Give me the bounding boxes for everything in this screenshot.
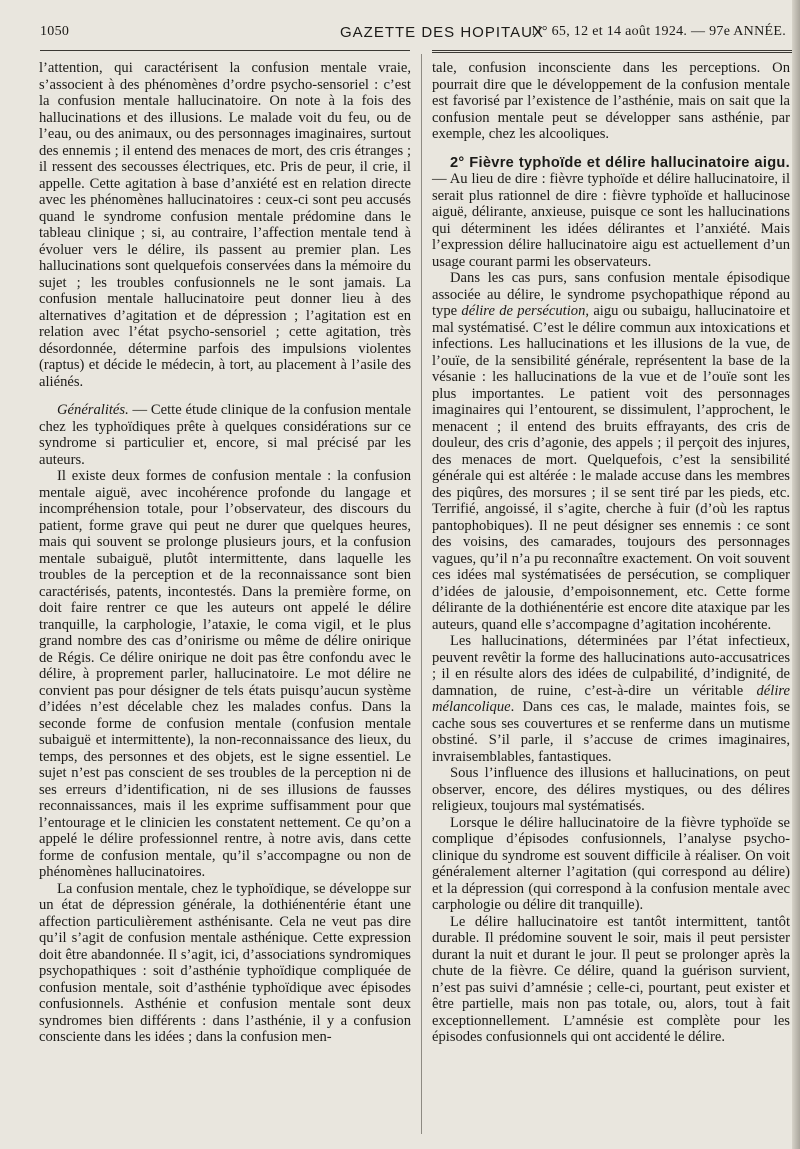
paragraph: La confusion mentale, chez le typhoïdique, se développe sur un état de dépression générale, la dothiénentérie étant une affection particulièrement asthénisante. Cela ne veut pas dire qu’il s’agit de confusion mentale asthénique. Cette expression doit être abandonnée. Il s’agit, ici, d’associations syndromiques psychopathiques : soit d’asthénie typhoïdique compliquée de confusion mentale, soit d’asthénie typhoïdique avec épisodes confusionnels. Asthénie et confusion mentale sont deux syndromes bien différents : dans l’asthénie, il y a confusion consciente dans les idées ; dans la confusion men- bbox=[39, 880, 411, 1045]
paragraph: l’attention, qui caractérisent la confusion mentale vraie, s’associent à des phénomènes d’ordre psycho-sensoriel : c’est la confusion mentale hallucinatoire. On note à la fois des hallucinations et des illusions. Le malade voit du feu, ou de l’eau, ou des animaux, ou des personnages imaginaires, surtout des ennemis ; il entend des menaces de mort, des cris étranges ; il ressent des secousses électriques, etc. Pris de peur, il crie, il appelle. Cette agitation à base d’anxiété est en relation directe avec les phénomènes hallucinatoires : ceux-ci sont peu accusés quand le syndrome confusion mentale prédomine dans le tableau clinique ; si, au contraire, l’affection mentale tend à évoluer vers le délire, ils passent au premier plan. Les hallucinations sont quelquefois conservées dans la mémoire du sujet ; les troubles confusionnels ne le sont jamais. La confusion mentale hallucinatoire peut donner lieu à des alternatives d’agitation et de dépression ; l’agitation est en relation avec l’état psycho-sensoriel ; cette agitation, très désordonnée, détermine parfois des impulsions violentes (raptus) et décide le médecin, à tort, au placement à l’asile des aliénés. bbox=[39, 60, 411, 390]
right-column bbox=[432, 60, 790, 1046]
header-rule-left bbox=[40, 50, 410, 51]
paragraph-generalites bbox=[39, 402, 411, 468]
page-edge-shadow bbox=[792, 0, 800, 1149]
paragraph: tale, confusion inconsciente dans les perceptions. On pourrait dire que le développement de la confusion mentale est favorisé par l’existence de l’asthénie, mais on sait que la confusion mentale peut se développer sans asthénie, par exemple, chez les alcooliques. bbox=[432, 60, 790, 142]
section-heading: 2° Fièvre typhoïde et délire hallucinatoire aigu. bbox=[450, 154, 790, 171]
paragraph-text: — Cette étude clinique de la confusion mentale chez les typhoïdiques prête à quelques considérations sur ce syndrome si particulier et, encore, si mal précisé par les auteurs. bbox=[39, 402, 411, 468]
paragraph: Le délire hallucinatoire est tantôt intermittent, tantôt durable. Il prédomine souvent le soir, mais il peut persister durant la nuit et durant le jour. Il peut se prolonger après la chute de la fièvre. Ce délire, quand la guérison survient, n’est pas suivi d’amnésie ; celle-ci, pourtant, peut exister et être partielle, mais non pas totale, ou, alors, tout à fait exceptionnellement. L’amnésie est complète pour les épisodes confusionnels qui ont accidenté le délire. bbox=[432, 913, 790, 1045]
text-run: Dans les cas purs, sans confusion mentale épisodique associée au délire, le syndrome psychopathique répond au type bbox=[432, 270, 790, 319]
italic-term: délire de persécution bbox=[461, 303, 586, 319]
paragraph: Il existe deux formes de confusion mentale : la confusion mentale aiguë, avec incohérence profonde du langage et incompréhension totale, pour l’observateur, des discours du patient, forme grave qui peut ne durer que quelques heures, mais qui souvent se prolonge plusieurs jours, et la confusion mentale subaiguë, plutôt intermittente, dans laquelle les troubles de la perception et de la reconnaissance sont bien caractérisés, patents, incontestés. Dans la première forme, on doit faire rentrer ce que les auteurs ont appelé le délire tranquille, la carphologie, l’ataxie, le coma vigil, et le plus grand nombre des cas d’onirisme ou même de délire onirique de Régis. Ce délire onirique ne doit pas être confondu avec le délire, à proprement parler, hallucinatoire. Le mot délire ne convient pas pour désigner de tels états puisqu’aucun système d’idées n’est décelable chez les malades confus. Dans la seconde forme de confusion mentale (confusion mentale subaiguë et intermittente), la non-reconnaissance des lieux, du temps, des personnes et des objets, est le signe essentiel. Le sujet n’est pas conscient de ses troubles de la perception ni de ses erreurs d’identification, ni de ses illusions de fausses reconnaissances, mais il les exprime suffisamment pour que l’entourage et le clinicien les constatent nettement. Ce qu’on a appelé le délire professionnel rentre, à notre avis, dans cette forme de confusion mentale, qu’il s’accompagne ou non de phénomènes hallucinatoires. bbox=[39, 468, 411, 880]
paragraph-text: — Au lieu de dire : fièvre typhoïde et délire hallucinatoire, il serait plus rationnel de dire : fièvre typhoïde et hallucinose aiguë, délirante, anxieuse, puisque ce sont les hallucinations qui déterminent les idées délirantes et l’anxiété. Mais l’expression délire hallucinatoire aigu est actuellement d’un usage courant parmi les observateurs. bbox=[432, 171, 790, 270]
italic-term: délire mélancolique bbox=[432, 682, 790, 715]
paragraph: Sous l’influence des illusions et hallucinations, on peut observer, encore, des délires mystiques, ou des délires religieux, toujours mal systématisés. bbox=[432, 765, 790, 814]
issue-info: N° 65, 12 et 14 août 1924. — 97e ANNÉE. bbox=[531, 24, 786, 39]
left-column bbox=[39, 60, 411, 1046]
section-label: Généralités. bbox=[57, 402, 129, 418]
paragraph bbox=[432, 633, 790, 765]
page-header bbox=[40, 22, 786, 44]
text-run: . Dans ces cas, le malade, maintes fois, se cache sous ses couvertures et se renferme dans un mutisme obstiné. S’il parle, il s’accuse de crimes imaginaires, invraisemblables, fantastiques. bbox=[432, 699, 790, 765]
header-rule-right bbox=[432, 50, 792, 53]
text-run: Les hallucinations, déterminées par l’état infectieux, peuvent revêtir la forme des hallucinations auto-accusatrices ; il en résulte alors des idées de culpabilité, d’indignité, de damnation, de ruine, c’est-à-dire un véritable bbox=[432, 633, 790, 699]
page-number: 1050 bbox=[40, 24, 70, 39]
publication-title: GAZETTE DES HOPITAUX bbox=[340, 24, 544, 41]
section-paragraph bbox=[432, 155, 790, 271]
column-divider bbox=[421, 54, 422, 1134]
paragraph bbox=[432, 270, 790, 633]
text-run: , aigu ou subaigu, hallucinatoire et mal systématisé. C’est le délire commun aux intoxications et infections. Les hallucinations et les illusions de la vue, de l’ouïe, de la sensibilité générale, représentent la base de la vésanie : les hallucinations de la vue et de l’ouïe sont les plus importantes. Le patient voit des personnages imaginaires qui l’entourent, se dissimulent, l’approchent, le menacent ; il entend des bruits effrayants, des cris de douleur, des cris d’agonie, des appels ; il perçoit des injures, des menaces de mort. Quelquefois, c’est la sensibilité générale qui est altérée : le malade accuse dans les membres des piqûres, des morsures ; il se sent tiré par les pieds, etc. Terrifié, angoissé, il s’agite, cherche à fuir (d’où les raptus pantophobiques). Il ne peut désigner ses ennemis : ce sont des voisins, des camarades, toujours des personnages vagues, qu’il n’a pu reconnaître exactement. On voit souvent ces idées mal systématisées de persécution, se compliquer d’idées de jalousie, d’empoisonnement, etc. Cette forme délirante de la dothiénentérie est encore dite ataxique par les auteurs, quand elle s’accompagne d’agitation incohérente. bbox=[432, 303, 790, 633]
paragraph: Lorsque le délire hallucinatoire de la fièvre typhoïde se complique d’épisodes confusionnels, l’analyse psycho-clinique du syndrome est souvent difficile à réaliser. On voit généralement alterner l’agitation (qui correspond au délire) et la dépression (qui correspond à la confusion mentale avec carphologie ou délire dit tranquille). bbox=[432, 814, 790, 913]
